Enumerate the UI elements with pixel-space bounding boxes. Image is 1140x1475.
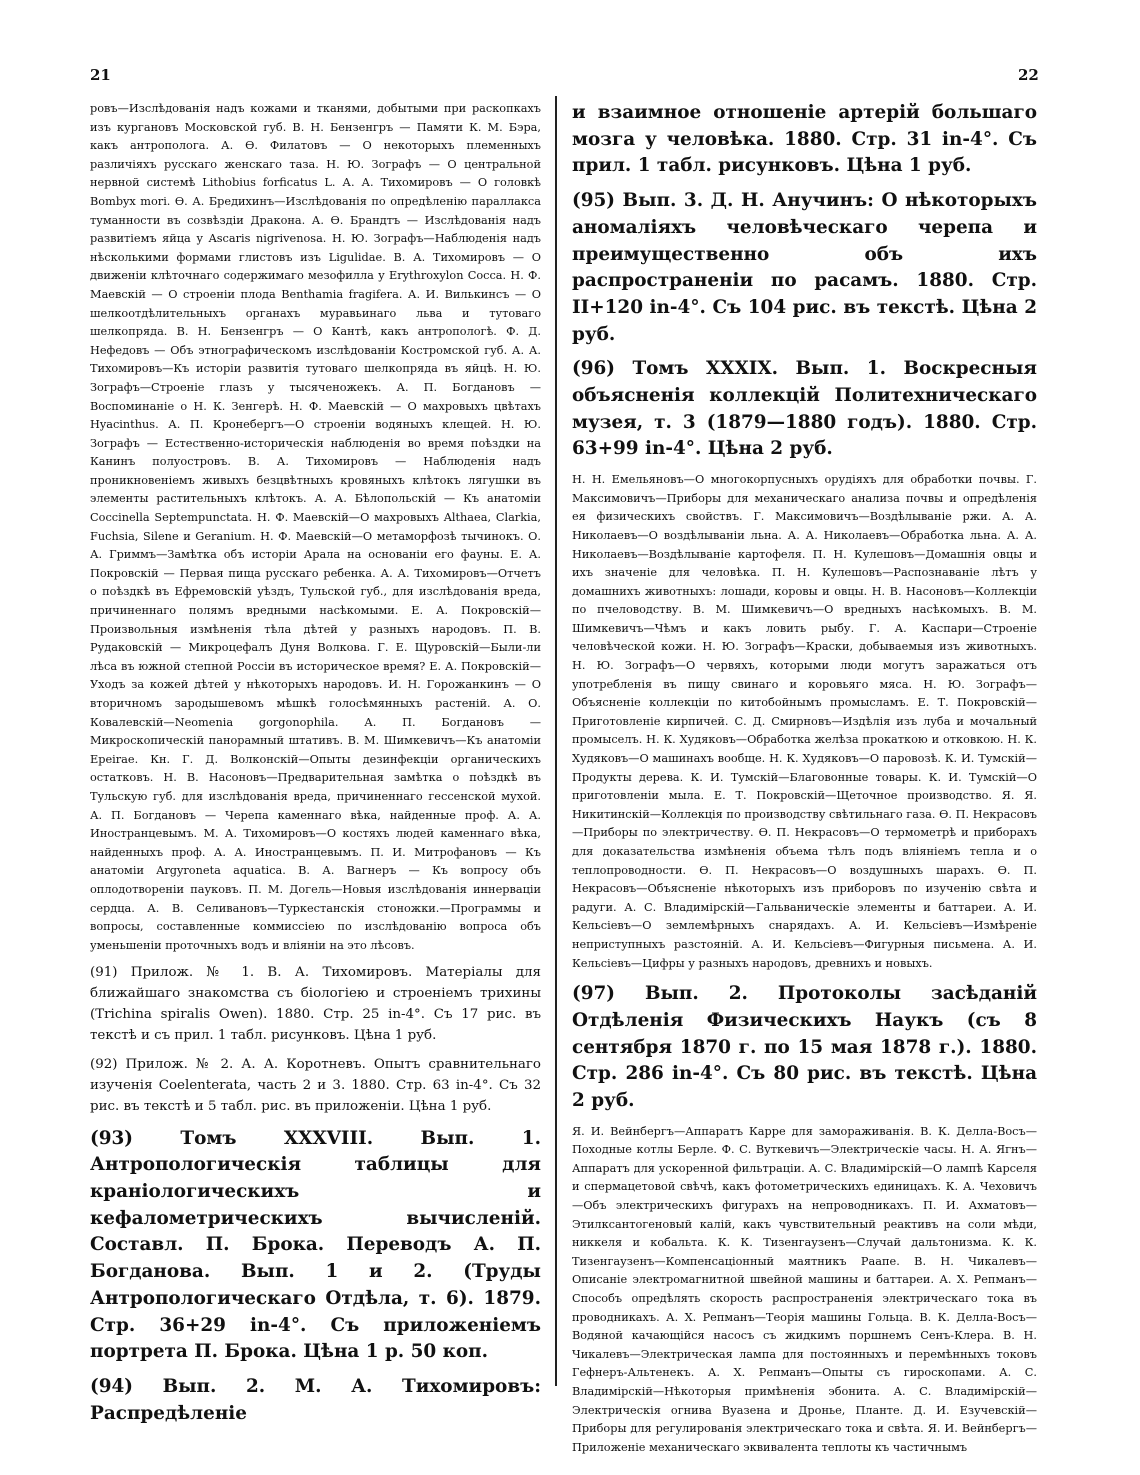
entry-91: (91) Прилож. № 1. В. А. Тихомировъ. Матеріалы для ближайшаго знакомства съ біологіею и строеніемъ трихины (Trichina spiralis Owen). 1880. Стр. 25 in-4°. Съ 17 рис. въ текстѣ и съ прил. 1 табл. рисунковъ. Цѣна 1 руб. [90,965,541,1044]
abstracts-top: ровъ—Изслѣдованія надъ кожами и тканями, добытыми при раскопкахъ изъ кургановъ Московской губ. В. Н. Бензенгръ — Памяти К. М. Бэра, какъ антрополога. А. Ѳ. Филатовъ — О некоторыхъ племенныхъ различіяхъ русскаго женскаго таза. Н. Ю. Зографъ — О центральной нервной системѣ Lithobius forficatus L. А. А. Тихомировъ — О головкѣ Bombyx mori. Ѳ. А. Бредихинъ—Изслѣдованія по опредѣленію параллакса туманности въ созвѣздіи Дракона. А. Ѳ. Брандтъ — Изслѣдованія надъ развитіемъ яйца у Ascaris nigrivenosa. Н. Ю. Зографъ—Наблюденія надъ нѣсколькими формами глистовъ изъ Ligulidae. В. А. Тихомировъ — О движеніи клѣточнаго содержимаго мезофилла у Erythroxylon Cocca. Н. Ф. Маевскій — О строеніи плода Benthamia fragifera. А. И. Вилькинсъ — О шелкоотдѣлительныхъ органахъ муравьинаго льва и тутоваго шелкопряда. В. Н. Бензенгръ — О Кантѣ, какъ антропологѣ. Ф. Д. Нефедовъ — Объ этнографическомъ изслѣдованіи Костромской губ. А. А. Тихомировъ—Къ исторіи развитія тутоваго шелкопряда въ яйцѣ. Н. Ю. Зографъ—Строеніе глазъ у тысяченожекъ. А. П. Богдановъ — Воспоминаніе о Н. К. Зенгерѣ. Н. Ф. Маевскій — О махровыхъ цвѣтахъ Hyacinthus. А. П. Кронебергъ—О строеніи водяныхъ клещей. Н. Ю. Зографъ — Естественно-историческія наблюденія во время поѣздки на Канинъ полуостровъ. В. А. Тихомировъ — Наблюденія надъ проникновеніемъ живыхъ безцвѣтныхъ кровяныхъ клѣтокъ лягушки въ элементы растительныхъ клѣтокъ. А. А. Бѣлопольскій — Къ анатоміи Coccinella Septempunctata. Н. Ф. Маевскій—О махровыхъ Althaea, Clarkia, Fuchsia, Silene и Geranium. Н. Ф. Маевскій—О метаморфозѣ тычинокъ. О. А. Гриммъ—Замѣтка объ исторіи Арала на основаніи его фауны. Е. А. Покровскій — Первая пища русскаго ребенка. А. А. Тихомировъ—Отчетъ о поѣздкѣ въ Ефремовскій уѣздъ, Тульской губ., для изслѣдованія вреда, причиненнаго полямъ вредными насѣкомыми. Е. А. Покровскій—Произвольныя измѣненія тѣла дѣтей у разныхъ народовъ. П. В. Рудаковскій — Микроцефалъ Дуня Волкова. Г. Е. Щуровскій—Были-ли лѣса въ южной степной Россіи въ историческое время? Е. А. Покровскій—Уходъ за кожей дѣтей у нѣкоторыхъ народовъ. И. Н. Горожанкинъ — О вторичномъ зародышевомъ мѣшкѣ голосѣмянныхъ растеній. А. О. Ковалевскій—Neomenia gorgonophila. А. П. Богдановъ — Микроскопическій панорамный штативъ. В. М. Шимкевичъ—Къ анатоміи Epeirae. Кн. Г. Д. Волконскій—Опыты дезинфекціи органическихъ остатковъ. Н. В. Насоновъ—Предварительная замѣтка о поѣздкѣ въ Тульскую губ. для изслѣдованія вреда, причиненнаго гессенской мухой. А. П. Богдановъ — Черепа каменнаго вѣка, найденные проф. А. А. Иностранцевымъ. М. А. Тихомировъ—О костяхъ людей каменнаго вѣка, найденныхъ проф. А. А. Иностранцевымъ. П. И. Митрофановъ — Къ анатоміи Argyroneta aquatica. В. А. Вагнеръ — Къ вопросу объ оплодотвореніи пауковъ. П. М. Догель—Новыя изслѣдованія иннервацiи сердца. А. В. Селивановъ—Туркестанскія стоножки.—Программы и вопросы, составленные коммиссіею по изслѣдованію вопроса объ уменьшеніи проточныхъ водъ и вліяніи на это лѣсовъ. [90,102,541,952]
entry-96: (96) Томъ XXXIX. Вып. 1. Воскресныя объясненія коллекцій Политехническаго музея, т. 3 (1879—1880 годъ). 1880. Стр. 63+99 in-4°. Цѣна 2 руб. [572,358,1037,460]
abstracts-97: Я. И. Вейнбергъ—Аппаратъ Карре для замораживанія. В. К. Делла-Восъ—Походные котлы Берле. Ф. С. Вуткевичъ—Электрическіе часы. Н. А. Ягнъ—Аппаратъ для ускоренной фильтраціи. А. С. Владимірскій—О лампѣ Карселя и спермацетовой свѣчѣ, какъ фотометрическихъ единицахъ. К. А. Чеховичъ—Объ электрическихъ фигурахъ на непроводникахъ. П. И. Ахматовъ—Этилксантогеновый калій, какъ чувствительный реактивъ на соли мѣди, никкеля и кобальта. К. К. Тизенгаузенъ—Случай дальтонизма. К. К. Тизенгаузенъ—Компенсаціонный маятникъ Раапе. В. Н. Чикалевъ—Описаніе электромагнитной швейной машины и баттареи. А. Х. Репманъ—Способъ опредѣлять скорость распространенія электрическаго тока въ проводникахъ. А. Х. Репманъ—Теорія машины Гольца. В. К. Делла-Восъ—Водяной качающійся насосъ съ жидкимъ поршнемъ Сенъ-Клера. В. Н. Чикалевъ—Электрическая лампа для постоянныхъ и перемѣнныхъ токовъ Гефнеръ-Альтенекъ. А. Х. Репманъ—Опыты съ гироскопами. А. С. Владимірскій—Нѣкоторыя примѣненія эбонита. А. С. Владимірскій—Электрическія огнива Вуазена и Дронье, Планте. Д. И. Езучевскій—Приборы для регулированія электрическаго тока и свѣта. Я. И. Вейнбергъ—Приложеніе механическаго эквивалента теплоты къ частичнымъ [572,1124,1037,1454]
entry-97: (97) Вып. 2. Протоколы засѣданій Отдѣленія Физическихъ Наукъ (съ 8 сентября 1870 г. по 15 мая 1878 г.). 1880. Стр. 286 in-4°. Съ 80 рис. въ текстѣ. Цѣна 2 руб. [572,983,1037,1111]
right-column [572,100,1037,1457]
entry-94-continued: и взаимное отношеніе артерій большаго мозга у человѣка. 1880. Стр. 31 in-4°. Съ прил. 1 табл. рисунковъ. Цѣна 1 руб. [572,102,1037,177]
column-divider [555,96,557,1386]
abstracts-96: Н. Н. Емельяновъ—О многокорпусныхъ орудіяхъ для обработки почвы. Г. Максимовичъ—Приборы для механическаго анализа почвы и опредѣленія ея физическихъ свойствъ. Г. Максимовичъ—Воздѣлываніе ржи. А. А. Николаевъ—О воздѣлываніи льна. А. А. Николаевъ—Обработка льна. А. А. Николаевъ—Воздѣлываніе картофеля. П. Н. Кулешовъ—Домашнія овцы и ихъ значеніе для человѣка. П. Н. Кулешовъ—Распознаваніе лѣтъ у домашнихъ животныхъ: лошади, коровы и овцы. Н. В. Насоновъ—Коллекціи по пчеловодству. В. М. Шимкевичъ—О вредныхъ насѣкомыхъ. В. М. Шимкевичъ—Чѣмъ и какъ ловить рыбу. Г. А. Каспари—Строеніе человѣческой кожи. Н. Ю. Зографъ—Краски, добываемыя изъ животныхъ. Н. Ю. Зографъ—О червяхъ, которыми люди могутъ заражаться отъ употребленія въ пищу свинаго и коровьяго мяса. Н. Ю. Зографъ—Объясненіе коллекціи по китобойнымъ промысламъ. Е. Т. Покровскій—Приготовленіе кирпичей. С. Д. Смирновъ—Издѣлія изъ луба и мочальный промыселъ. Н. К. Худяковъ—Обработка желѣза прокаткою и отковкою. Н. К. Худяковъ—О машинахъ вообще. Н. К. Худяковъ—О паровозѣ. К. И. Тумскій—Продукты дерева. К. И. Тумскій—Благовонные товары. К. И. Тумскій—О приготовленіи мыла. Е. Т. Покровскій—Щеточное производство. Я. Я. Никитинскій—Коллекція по производству свѣтильнаго газа. Ѳ. П. Некрасовъ—Приборы по электричеству. Ѳ. П. Некрасовъ—О термометрѣ и приборахъ для доказательства измѣненія объема тѣлъ подъ вліяніемъ тепла и о теплопроводности. Ѳ. П. Некрасовъ—О воздушныхъ шарахъ. Ѳ. П. Некрасовъ—Объясненіе нѣкоторыхъ изъ приборовъ по изученію свѣта и радуги. А. С. Владимірскій—Гальваническіе элементы и баттареи. А. И. Кельсіевъ—О землемѣрныхъ снарядахъ. А. И. Кельсіевъ—Измѣреніе неприступныхъ разстояній. А. И. Кельсіевъ—Фигурныя письмена. А. И. Кельсіевъ—Цифры у разныхъ народовъ, древнихъ и новыхъ. [572,473,1037,970]
entry-94: (94) Вып. 2. М. А. Тихомировъ: Распредѣленіе [90,1375,541,1424]
page-number-left: 21 [90,66,111,84]
entry-92: (92) Прилож. № 2. А. А. Коротневъ. Опытъ сравнительнаго изученія Coelenterata, часть 2 и 3. 1880. Стр. 63 in-4°. Съ 32 рис. въ текстѣ и 5 табл. рис. въ приложеніи. Цѣна 1 руб. [90,1056,541,1114]
entry-93: (93) Томъ XXXVIII. Вып. 1. Антропологическія таблицы для краніологическихъ и кефалометрическихъ вычисленій. Составл. П. Брока. Переводъ А. П. Богданова. Вып. 1 и 2. (Труды Антропологическаго Отдѣла, т. 6). 1879. Стр. 36+29 in-4°. Съ приложеніемъ портрета П. Брока. Цѣна 1 р. 50 коп. [90,1127,541,1363]
page-number-right: 22 [1018,66,1039,84]
left-column [90,100,541,1427]
entry-95: (95) Вып. 3. Д. Н. Анучинъ: О нѣкоторыхъ аномаліяхъ человѣческаго черепа и преимущественно объ ихъ распространеніи по расамъ. 1880. Стр. II+120 in-4°. Съ 104 рис. въ текстѣ. Цѣна 2 руб. [572,190,1037,345]
